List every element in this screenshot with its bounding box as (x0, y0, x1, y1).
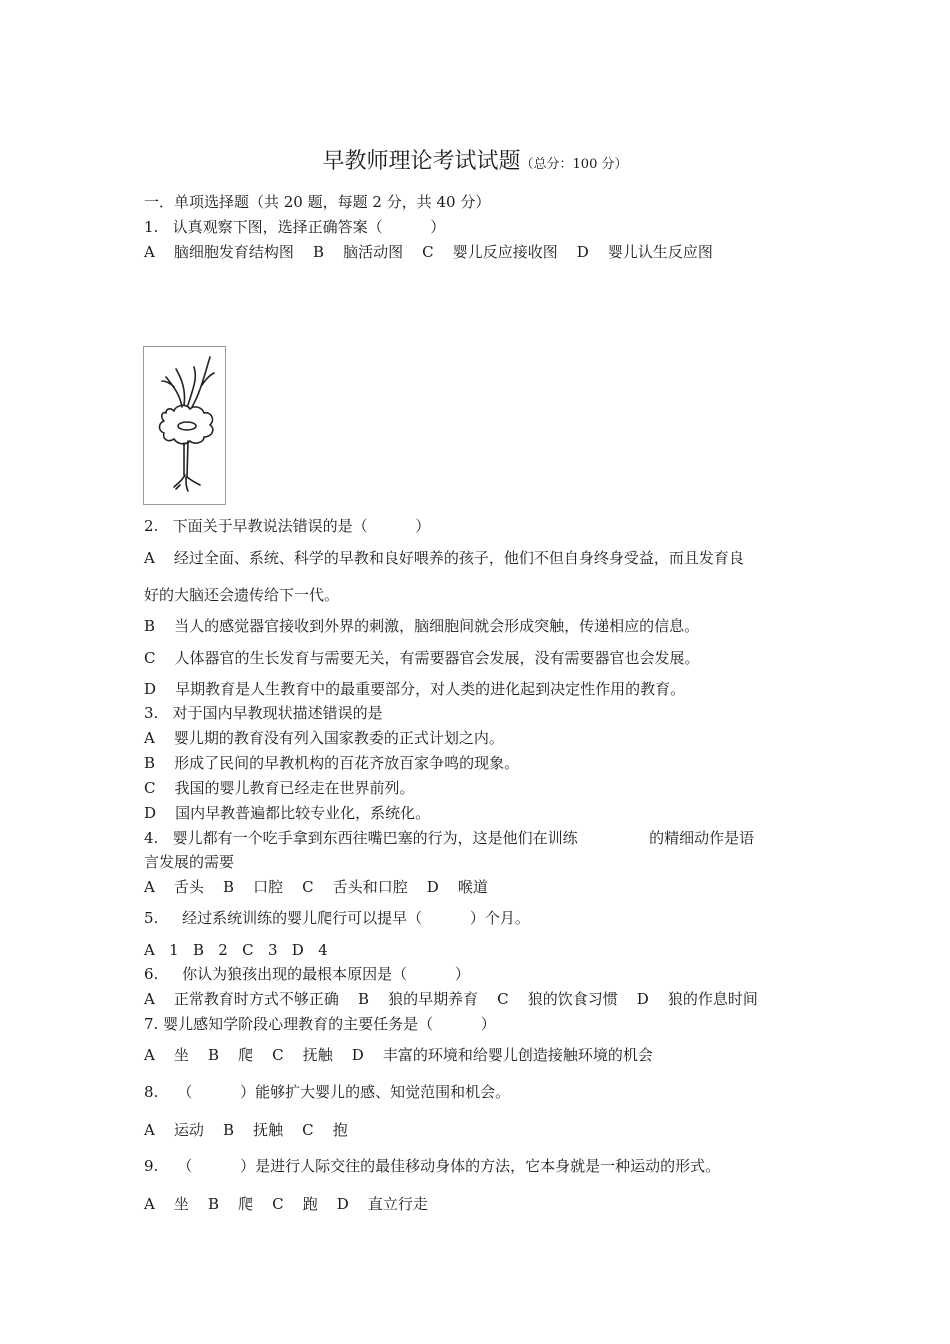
question-3-stem: 3. 对于国内早教现状描述错误的是 (144, 704, 383, 722)
total-score-note: （总分：100 分） (520, 157, 628, 172)
question-2-stem: 2. 下面关于早教说法错误的是（ ） (144, 517, 431, 535)
question-3-option-d: D 国内早教普遍都比较专业化，系统化。 (144, 804, 431, 822)
question-3-option-c: C 我国的婴儿教育已经走在世界前列。 (144, 779, 415, 797)
question-2-option-d: D 早期教育是人生教育中的最重要部分，对人类的进化起到决定性作用的教育。 (144, 680, 686, 698)
question-4-stem: 4. 婴儿都有一个吃手拿到东西往嘴巴塞的行为，这是他们在训练 的精细动作是语 (144, 829, 755, 847)
exam-title-block (0, 144, 950, 175)
question-4-stem-cont: 言发展的需要 (144, 853, 235, 871)
question-7-options: A 坐 B 爬 C 抚触 D 丰富的环境和给婴儿创造接触环境的机会 (144, 1046, 653, 1064)
question-8-options: A 运动 B 抚触 C 抱 (144, 1121, 348, 1139)
question-5-options: A 1 B 2 C 3 D 4 (144, 941, 328, 959)
question-3-option-b: B 形成了民间的早教机构的百花齐放百家争鸣的现象。 (144, 754, 520, 772)
question-3-option-a: A 婴儿期的教育没有列入国家教委的正式计划之内。 (144, 729, 504, 747)
question-9-options: A 坐 B 爬 C 跑 D 直立行走 (144, 1195, 428, 1213)
question-4-options: A 舌头 B 口腔 C 舌头和口腔 D 喉道 (144, 878, 488, 896)
question-2-option-a: A 经过全面、系统、科学的早教和良好喂养的孩子，他们不但自身终身受益，而且发育良 (144, 549, 744, 567)
question-2-option-b: B 当人的感觉器官接收到外界的刺激，脑细胞间就会形成突触，传递相应的信息。 (144, 617, 700, 635)
question-2-option-c: C 人体器官的生长发育与需要无关，有需要器官会发展，没有需要器官也会发展。 (144, 649, 700, 667)
question-5-stem: 5. 经过系统训练的婴儿爬行可以提早（ ）个月。 (144, 909, 530, 927)
exam-title: 早教师理论考试试题 (322, 149, 521, 174)
section-heading: 一．单项选择题（共 20 题，每题 2 分，共 40 分） (144, 193, 491, 211)
question-1-options: A 脑细胞发育结构图 B 脑活动图 C 婴儿反应接收图 D 婴儿认生反应图 (144, 243, 713, 261)
question-1-stem: 1. 认真观察下图，选择正确答案（ ） (144, 218, 446, 236)
question-9-stem: 9. （ ）是进行人际交往的最佳移动身体的方法，它本身就是一种运动的形式。 (144, 1157, 721, 1175)
question-7-stem: 7. 婴儿感知学阶段心理教育的主要任务是（ ） (144, 1015, 496, 1033)
question-1-figure (143, 346, 226, 505)
neuron-sketch-icon (144, 347, 227, 506)
question-6-options: A 正常教育时方式不够正确 B 狼的早期养育 C 狼的饮食习惯 D 狼的作息时间 (144, 990, 758, 1008)
question-8-stem: 8. （ ）能够扩大婴儿的感、知觉范围和机会。 (144, 1083, 511, 1101)
question-6-stem: 6. 你认为狼孩出现的最根本原因是（ ） (144, 965, 470, 983)
question-2-option-a-cont: 好的大脑还会遗传给下一代。 (144, 586, 340, 604)
